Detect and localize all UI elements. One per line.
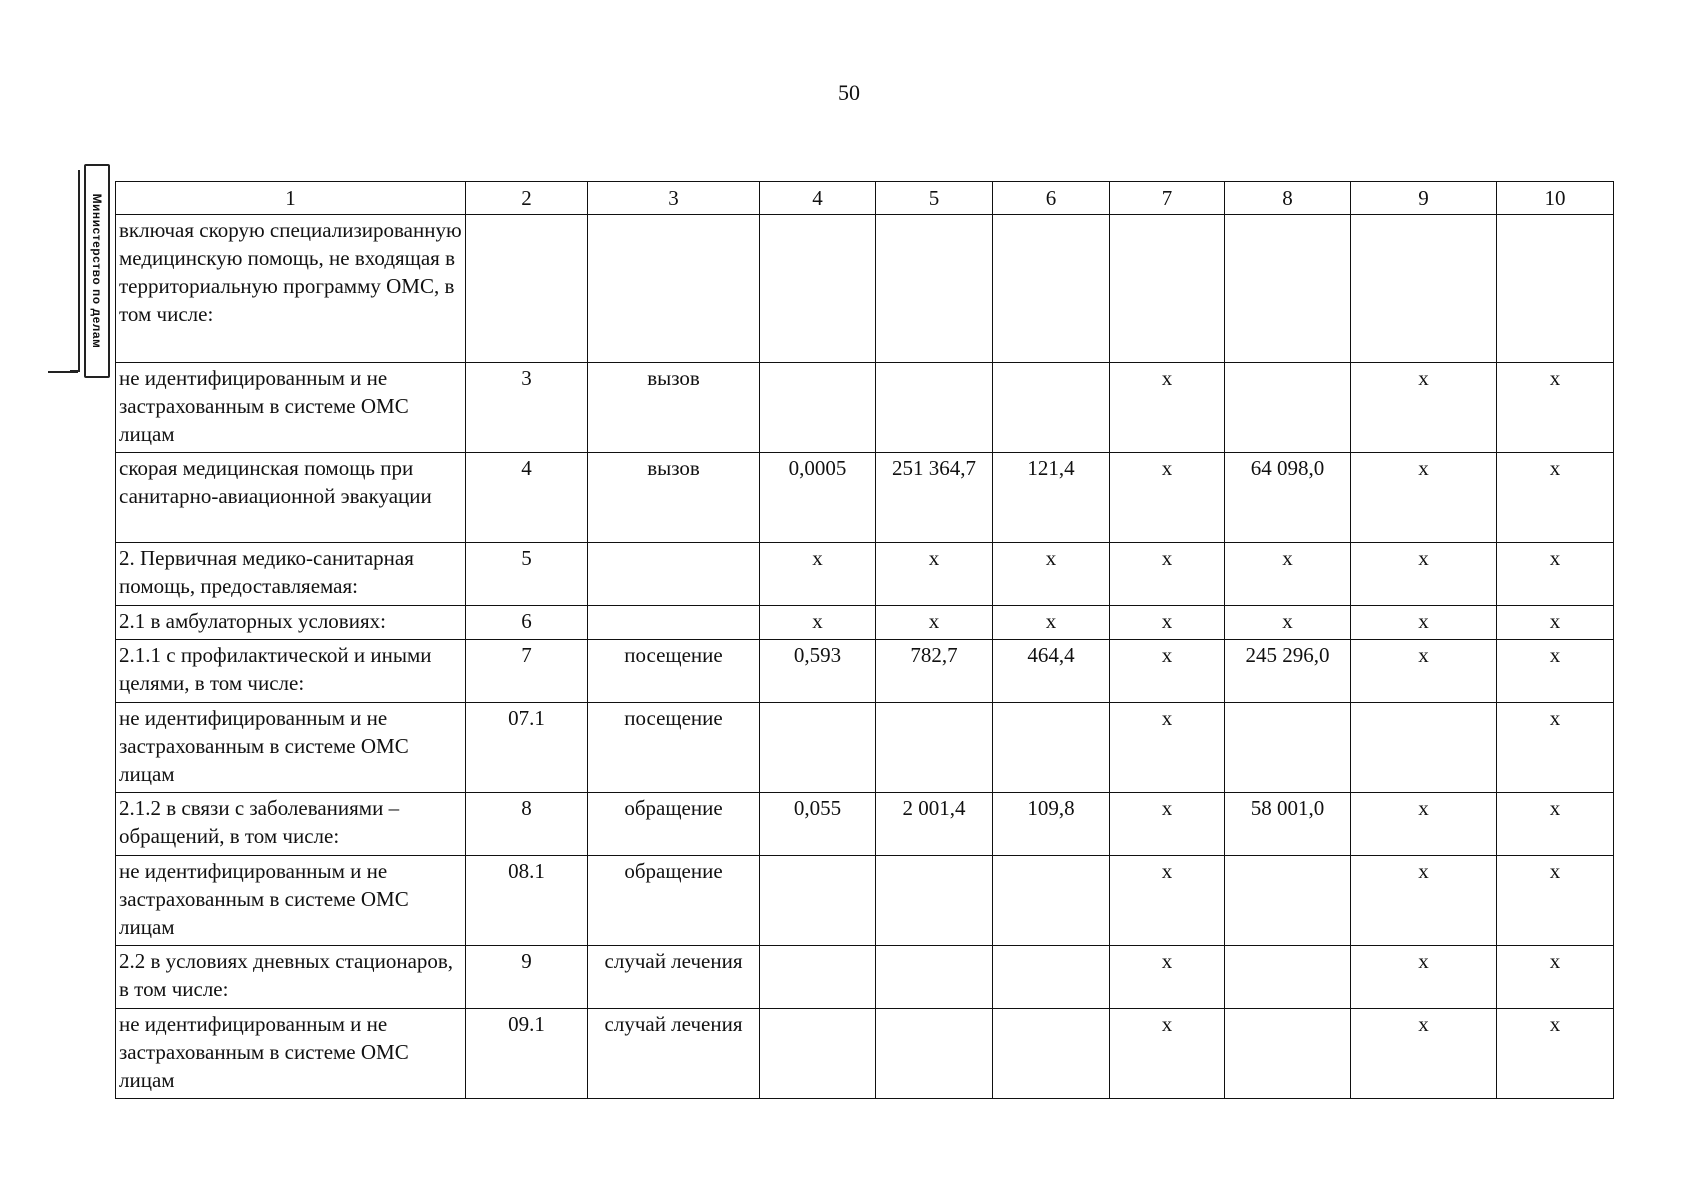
table-cell-col-6	[993, 1009, 1110, 1099]
table-cell-col-3: обращение	[588, 793, 760, 856]
page-number: 50	[838, 80, 860, 105]
table-cell-col-5	[876, 856, 993, 946]
table-cell-col-8: 64 098,0	[1225, 453, 1351, 543]
table-cell-col-6	[993, 703, 1110, 793]
table-cell-col-5: х	[876, 606, 993, 640]
table-cell-col-5	[876, 946, 993, 1009]
table-cell-col-9	[1351, 703, 1497, 793]
table-cell-col-2: 7	[466, 640, 588, 703]
table-cell-col-10	[1497, 215, 1614, 363]
table-row	[116, 1009, 1614, 1099]
table-cell-col-5: х	[876, 543, 993, 606]
column-header-1: 1	[116, 182, 466, 215]
table-cell-col-2: 4	[466, 453, 588, 543]
table-cell-col-2: 5	[466, 543, 588, 606]
table-cell-col-9: х	[1351, 606, 1497, 640]
table-cell-col-7	[1110, 215, 1225, 363]
table-cell-col-6: х	[993, 606, 1110, 640]
stamp-frame	[84, 164, 110, 378]
table-cell-col-4: 0,055	[760, 793, 876, 856]
table-cell-col-2: 6	[466, 606, 588, 640]
column-header-3: 3	[588, 182, 760, 215]
row-label-cell: включая скорую специализированную медицинскую помощь, не входящая в территориальную программу ОМС, в том числе:	[116, 215, 466, 363]
stamp-bracket	[70, 170, 80, 372]
row-label-cell: 2.2 в условиях дневных стационаров, в том числе:	[116, 946, 466, 1009]
table-cell-col-6	[993, 215, 1110, 363]
row-label-cell: не идентифицированным и не застрахованным в системе ОМС лицам	[116, 363, 466, 453]
table-cell-col-4	[760, 703, 876, 793]
column-header-10: 10	[1497, 182, 1614, 215]
table-cell-col-4: х	[760, 543, 876, 606]
table-cell-col-9: х	[1351, 946, 1497, 1009]
table-cell-col-4	[760, 363, 876, 453]
table-cell-col-4: х	[760, 606, 876, 640]
table-cell-col-9: х	[1351, 856, 1497, 946]
table-row	[116, 363, 1614, 453]
table-cell-col-4	[760, 856, 876, 946]
table-row	[116, 640, 1614, 703]
table-cell-col-9: х	[1351, 453, 1497, 543]
table-cell-col-10: х	[1497, 703, 1614, 793]
table-cell-col-2: 08.1	[466, 856, 588, 946]
table-cell-col-4	[760, 1009, 876, 1099]
table-cell-col-9: х	[1351, 640, 1497, 703]
table-cell-col-7: х	[1110, 856, 1225, 946]
table-cell-col-5: 2 001,4	[876, 793, 993, 856]
table-cell-col-10: х	[1497, 453, 1614, 543]
table-row	[116, 606, 1614, 640]
table-cell-col-8: х	[1225, 543, 1351, 606]
table-cell-col-10: х	[1497, 640, 1614, 703]
table-cell-col-8: х	[1225, 606, 1351, 640]
table-cell-col-3	[588, 543, 760, 606]
table-cell-col-10: х	[1497, 543, 1614, 606]
row-label-cell: 2. Первичная медико-санитарная помощь, предоставляемая:	[116, 543, 466, 606]
stamp-bracket-foot	[48, 371, 78, 373]
table-cell-col-6	[993, 363, 1110, 453]
table-cell-col-3: вызов	[588, 453, 760, 543]
table-cell-col-7: х	[1110, 793, 1225, 856]
table-cell-col-2: 9	[466, 946, 588, 1009]
table-row	[116, 703, 1614, 793]
table-cell-col-5	[876, 703, 993, 793]
table-cell-col-7: х	[1110, 453, 1225, 543]
table-cell-col-3	[588, 606, 760, 640]
data-table	[115, 181, 1614, 1099]
table-cell-col-5: 251 364,7	[876, 453, 993, 543]
table-cell-col-6	[993, 856, 1110, 946]
table-cell-col-9: х	[1351, 1009, 1497, 1099]
table-body	[116, 215, 1614, 1099]
table-cell-col-9: х	[1351, 793, 1497, 856]
table-cell-col-9	[1351, 215, 1497, 363]
table-cell-col-8: 245 296,0	[1225, 640, 1351, 703]
table-cell-col-6: 121,4	[993, 453, 1110, 543]
row-label-cell: не идентифицированным и не застрахованным в системе ОМС лицам	[116, 1009, 466, 1099]
table-cell-col-5	[876, 363, 993, 453]
table-cell-col-8	[1225, 856, 1351, 946]
table-cell-col-4: 0,0005	[760, 453, 876, 543]
table-cell-col-3: посещение	[588, 703, 760, 793]
table-cell-col-8	[1225, 1009, 1351, 1099]
table-row	[116, 453, 1614, 543]
row-label-cell: не идентифицированным и не застрахованным в системе ОМС лицам	[116, 856, 466, 946]
table-cell-col-3: случай лечения	[588, 1009, 760, 1099]
row-label-cell: 2.1 в амбулаторных условиях:	[116, 606, 466, 640]
row-label-cell: скорая медицинская помощь при санитарно-авиационной эвакуации	[116, 453, 466, 543]
table-cell-col-2: 07.1	[466, 703, 588, 793]
stamp-text: Министерство по делам	[90, 193, 104, 349]
table-cell-col-8	[1225, 946, 1351, 1009]
column-header-9: 9	[1351, 182, 1497, 215]
table-cell-col-10: х	[1497, 946, 1614, 1009]
table-cell-col-2	[466, 215, 588, 363]
table-cell-col-6	[993, 946, 1110, 1009]
table-cell-col-7: х	[1110, 363, 1225, 453]
table-row	[116, 946, 1614, 1009]
column-header-6: 6	[993, 182, 1110, 215]
row-label-cell: 2.1.1 с профилактической и иными целями, в том числе:	[116, 640, 466, 703]
table-cell-col-7: х	[1110, 640, 1225, 703]
column-header-5: 5	[876, 182, 993, 215]
table-row	[116, 543, 1614, 606]
table-cell-col-3: посещение	[588, 640, 760, 703]
table-cell-col-10: х	[1497, 363, 1614, 453]
table-row	[116, 856, 1614, 946]
table-row	[116, 215, 1614, 363]
table-cell-col-8	[1225, 703, 1351, 793]
table-cell-col-10: х	[1497, 606, 1614, 640]
table-cell-col-10: х	[1497, 793, 1614, 856]
registration-stamp	[48, 160, 108, 382]
column-header-7: 7	[1110, 182, 1225, 215]
table-cell-col-4: 0,593	[760, 640, 876, 703]
table-cell-col-4	[760, 946, 876, 1009]
table-cell-col-10: х	[1497, 1009, 1614, 1099]
table-cell-col-5	[876, 1009, 993, 1099]
table-cell-col-5	[876, 215, 993, 363]
table-cell-col-6: 464,4	[993, 640, 1110, 703]
table-cell-col-6: х	[993, 543, 1110, 606]
table-cell-col-2: 09.1	[466, 1009, 588, 1099]
row-label-cell: не идентифицированным и не застрахованным в системе ОМС лицам	[116, 703, 466, 793]
table-cell-col-8	[1225, 215, 1351, 363]
column-header-2: 2	[466, 182, 588, 215]
table-header	[116, 182, 1614, 215]
table-cell-col-2: 3	[466, 363, 588, 453]
table-cell-col-3: вызов	[588, 363, 760, 453]
column-header-4: 4	[760, 182, 876, 215]
table-cell-col-3: обращение	[588, 856, 760, 946]
table-cell-col-7: х	[1110, 1009, 1225, 1099]
column-header-8: 8	[1225, 182, 1351, 215]
table-cell-col-5: 782,7	[876, 640, 993, 703]
table-cell-col-2: 8	[466, 793, 588, 856]
row-label-cell: 2.1.2 в связи с заболеваниями – обращений, в том числе:	[116, 793, 466, 856]
table-cell-col-7: х	[1110, 606, 1225, 640]
table-cell-col-7: х	[1110, 543, 1225, 606]
table-cell-col-7: х	[1110, 946, 1225, 1009]
table-cell-col-9: х	[1351, 543, 1497, 606]
table-cell-col-4	[760, 215, 876, 363]
table-row	[116, 793, 1614, 856]
header-row	[116, 182, 1614, 215]
table-cell-col-9: х	[1351, 363, 1497, 453]
table-cell-col-7: х	[1110, 703, 1225, 793]
table-cell-col-6: 109,8	[993, 793, 1110, 856]
table-cell-col-8: 58 001,0	[1225, 793, 1351, 856]
table-cell-col-3: случай лечения	[588, 946, 760, 1009]
table-cell-col-3	[588, 215, 760, 363]
table-cell-col-10: х	[1497, 856, 1614, 946]
table-cell-col-8	[1225, 363, 1351, 453]
